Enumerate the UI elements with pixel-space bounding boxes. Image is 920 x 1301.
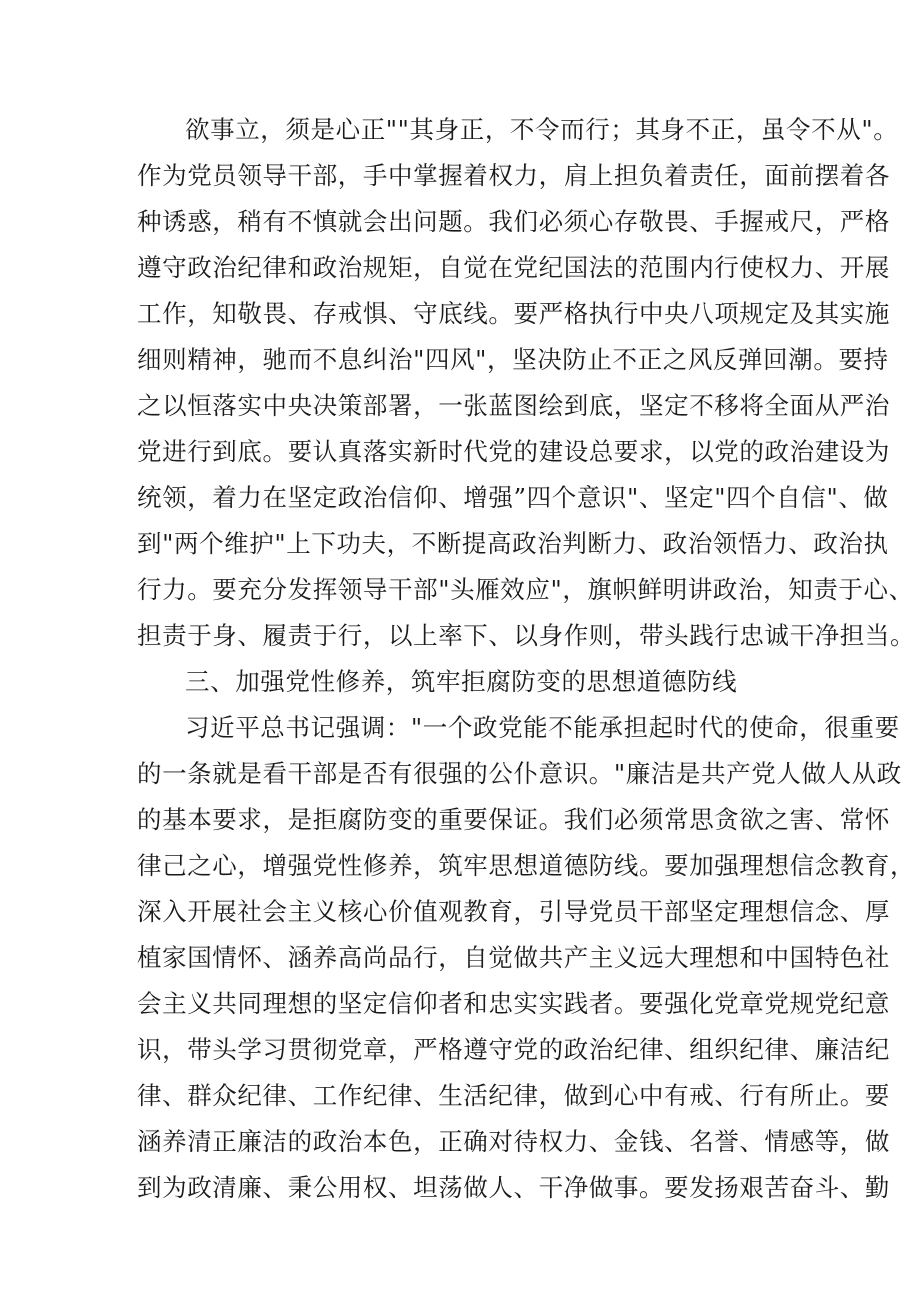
paragraph-2-line-5: 深入开展社会主义核心价值观教育，引导党员干部坚定理想信念、厚 — [137, 897, 890, 926]
paragraph-2-line-4: 律己之心，增强党性修养，筑牢思想道德防线。要加强理想信念教育， — [137, 851, 916, 880]
paragraph-2-line-9: 律、群众纪律、工作纪律、生活纪律，做到心中有戒、行有所止。要 — [137, 1081, 890, 1110]
paragraph-1-line-2: 作为党员领导干部，手中掌握着权力，肩上担负着责任，面前摆着各 — [137, 161, 890, 190]
paragraph-1-line-9: 统领，着力在坚定政治信仰、增强”四个意识"、坚定"四个自信"、做 — [137, 483, 889, 512]
paragraph-2-line-11: 到为政清廉、秉公用权、坦荡做人、干净做事。要发扬艰苦奋斗、勤 — [137, 1173, 890, 1202]
paragraph-1-line-7: 之以恒落实中央决策部署，一张蓝图绘到底，坚定不移将全面从严治 — [137, 391, 890, 420]
paragraph-1-line-10: 到"两个维护"上下功夫，不断提高政治判断力、政治领悟力、政治执 — [137, 529, 889, 558]
paragraph-2-line-1: 习近平总书记强调："一个政党能不能承担起时代的使命，很重要 — [185, 713, 900, 742]
paragraph-2-line-3: 的基本要求，是拒腐防变的重要保证。我们必须常思贪欲之害、常怀 — [137, 805, 890, 834]
paragraph-2-line-7: 会主义共同理想的坚定信仰者和忠实实践者。要强化党章党规党纪意 — [137, 989, 890, 1018]
paragraph-1-line-3: 种诱惑，稍有不慎就会出问题。我们必须心存敬畏、手握戒尺，严格 — [137, 207, 890, 236]
section-heading: 三、加强党性修养，筑牢拒腐防变的思想道德防线 — [185, 667, 738, 696]
paragraph-1-line-8: 党进行到底。要认真落实新时代党的建设总要求，以党的政治建设为 — [137, 437, 890, 466]
paragraph-1-line-11: 行力。要充分发挥领导干部"头雁效应"，旗帜鲜明讲政治，知责于心、 — [137, 575, 914, 604]
paragraph-1-line-4: 遵守政治纪律和政治规矩，自觉在党纪国法的范围内行使权力、开展 — [137, 253, 890, 282]
paragraph-1-line-1: 欲事立，须是心正""其身正，不令而行；其身不正，虽令不从"。 — [185, 115, 899, 144]
paragraph-1-line-6: 细则精神，驰而不息纠治"四风"，坚决防止不正之风反弹回潮。要持 — [137, 345, 889, 374]
paragraph-2-line-2: 的一条就是看干部是否有很强的公仆意识。"廉洁是共产党人做人从政 — [137, 759, 902, 788]
paragraph-2-line-10: 涵养清正廉洁的政治本色，正确对待权力、金钱、名誉、情感等，做 — [137, 1127, 890, 1156]
paragraph-2-line-6: 植家国情怀、涵养高尚品行，自觉做共产主义远大理想和中国特色社 — [137, 943, 890, 972]
paragraph-1-line-5: 工作，知敬畏、存戒惧、守底线。要严格执行中央八项规定及其实施 — [137, 299, 890, 328]
paragraph-2-line-8: 识，带头学习贯彻党章，严格遵守党的政治纪律、组织纪律、廉洁纪 — [137, 1035, 890, 1064]
paragraph-1-line-12: 担责于身、履责于行，以上率下、以身作则，带头践行忠诚干净担当。 — [137, 621, 916, 650]
